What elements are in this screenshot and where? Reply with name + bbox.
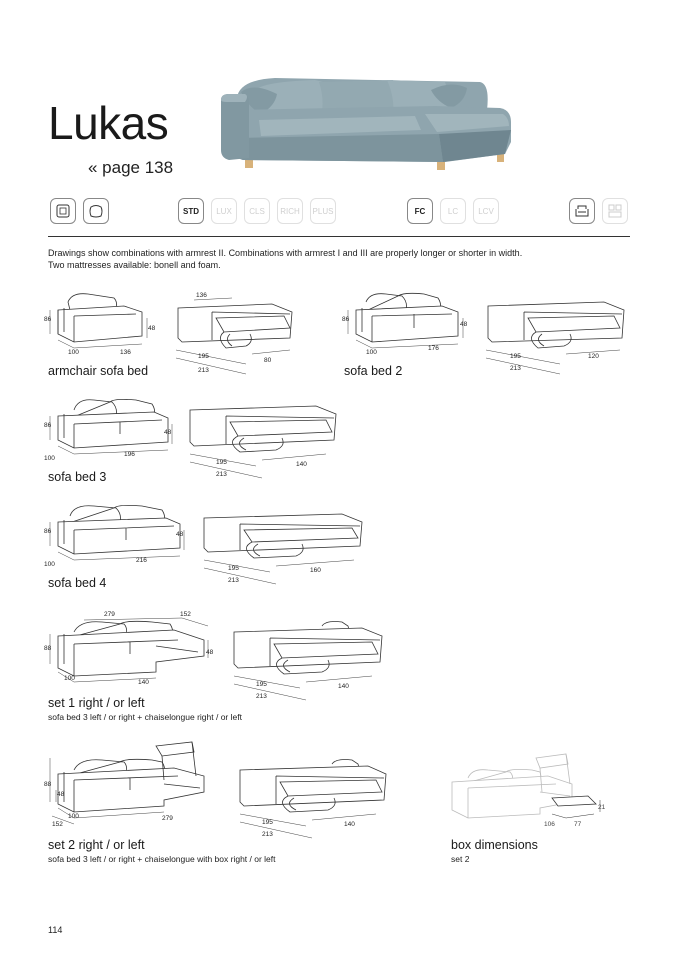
sofa3-closed-drawing — [44, 394, 176, 464]
dim-depth: 100 — [68, 813, 79, 820]
item-label-set2: set 2 right / or left — [48, 838, 145, 852]
option-std[interactable]: STD — [178, 198, 204, 224]
dim-top-chaise: 152 — [180, 611, 191, 618]
dim-height: 88 — [44, 645, 52, 652]
dim-open-b: 213 — [262, 831, 273, 838]
option-fc[interactable]: FC — [407, 198, 433, 224]
dim-width: 176 — [428, 345, 439, 352]
item-label-sofa3: sofa bed 3 — [48, 470, 107, 484]
dim-box-height: 21 — [598, 804, 606, 811]
dim-depth: 100 — [64, 675, 75, 682]
product-title: Lukas — [48, 97, 169, 149]
sofa-product-image — [215, 70, 515, 175]
dim-height: 86 — [342, 316, 350, 323]
option-plus[interactable]: PLUS — [310, 198, 336, 224]
dim-seat: 48 — [206, 649, 214, 656]
dim-seat: 48 — [148, 325, 156, 332]
sofa3-open-drawing — [186, 400, 342, 486]
dim-top-width: 279 — [104, 611, 115, 618]
dim-height: 86 — [44, 316, 52, 323]
set2-open-drawing — [236, 756, 392, 840]
item-sub-box: set 2 — [451, 854, 470, 864]
fabric-icon[interactable] — [50, 198, 76, 224]
option-lcv[interactable]: LCV — [473, 198, 499, 224]
dim-open-c: 80 — [264, 357, 272, 364]
dim-depth: 100 — [68, 349, 79, 356]
option-rich[interactable]: RICH — [277, 198, 303, 224]
dim-depth: 100 — [44, 561, 55, 568]
dim-width: 279 — [162, 815, 173, 822]
dim-seat: 48 — [164, 429, 172, 436]
item-label-armchair: armchair sofa bed — [48, 364, 149, 378]
dim-open-a: 195 — [510, 353, 521, 360]
intro-line-2: Two mattresses available: bonell and foam. — [48, 260, 221, 270]
item-sub-set2: sofa bed 3 left / or right + chaiselongue with box right / or left — [48, 854, 276, 864]
dim-height: 86 — [44, 528, 52, 535]
box-dimensions-drawing — [448, 752, 618, 832]
dim-open-b: 213 — [510, 365, 521, 372]
dim-width: 216 — [136, 557, 147, 564]
dim-box-depth: 106 — [544, 821, 555, 828]
item-sub-set1: sofa bed 3 left / or right + chaiselongue right / or left — [48, 712, 242, 722]
sofa4-open-drawing — [200, 508, 368, 594]
dim-depth: 100 — [366, 349, 377, 356]
dim-open-c: 140 — [296, 461, 307, 468]
dim-open-a: 195 — [198, 353, 209, 360]
dim-open-b: 213 — [216, 471, 227, 478]
dim-open-top: 136 — [196, 292, 207, 299]
dim-height: 86 — [44, 422, 52, 429]
page-reference-link[interactable]: « page 138 — [88, 158, 174, 177]
set1-closed-drawing — [44, 606, 220, 688]
modular-icon[interactable] — [602, 198, 628, 224]
dim-seat: 48 — [460, 321, 468, 328]
dim-open-b: 213 — [228, 577, 239, 584]
dim-open-b: 213 — [256, 693, 267, 700]
dim-chaise: 152 — [52, 821, 63, 828]
item-label-box: box dimensions — [451, 838, 538, 852]
dim-height: 88 — [44, 781, 52, 788]
option-lc[interactable]: LC — [440, 198, 466, 224]
option-cls[interactable]: CLS — [244, 198, 270, 224]
page-number: 114 — [48, 925, 63, 935]
dim-width: 136 — [120, 349, 131, 356]
dim-open-a: 195 — [216, 459, 227, 466]
intro-line-1: Drawings show combinations with armrest II. Combinations with armrest I and III are properly longer or shorter in width. — [48, 248, 523, 258]
set1-open-drawing — [230, 616, 388, 702]
dim-depth: 100 — [44, 455, 55, 462]
item-label-sofa4: sofa bed 4 — [48, 576, 107, 590]
dim-open-c: 140 — [338, 683, 349, 690]
item-label-sofa2: sofa bed 2 — [344, 364, 403, 378]
option-lux[interactable]: LUX — [211, 198, 237, 224]
sofa2-open-drawing — [484, 292, 634, 378]
set2-closed-drawing — [44, 740, 220, 832]
dim-seat: 48 — [176, 531, 184, 538]
dim-open-c: 120 — [588, 353, 599, 360]
dim-open-c: 160 — [310, 567, 321, 574]
sofa4-closed-drawing — [44, 500, 192, 570]
dim-open-b: 213 — [198, 367, 209, 374]
dim-open-a: 195 — [256, 681, 267, 688]
item-label-set1: set 1 right / or left — [48, 696, 145, 710]
dim-width: 196 — [124, 451, 135, 458]
armchair-closed-drawing — [44, 288, 164, 358]
dim-open-a: 195 — [262, 819, 273, 826]
dim-box-width: 77 — [574, 821, 582, 828]
dim-open-a: 195 — [228, 565, 239, 572]
dim-seat: 48 — [57, 791, 65, 798]
intro-text — [48, 247, 628, 271]
armchair-icon[interactable] — [569, 198, 595, 224]
dim-open-c: 140 — [344, 821, 355, 828]
header-divider — [48, 236, 630, 237]
leather-icon[interactable] — [83, 198, 109, 224]
dim-width: 140 — [138, 679, 149, 686]
sofa2-closed-drawing — [342, 288, 472, 358]
armchair-open-drawing — [172, 288, 312, 378]
